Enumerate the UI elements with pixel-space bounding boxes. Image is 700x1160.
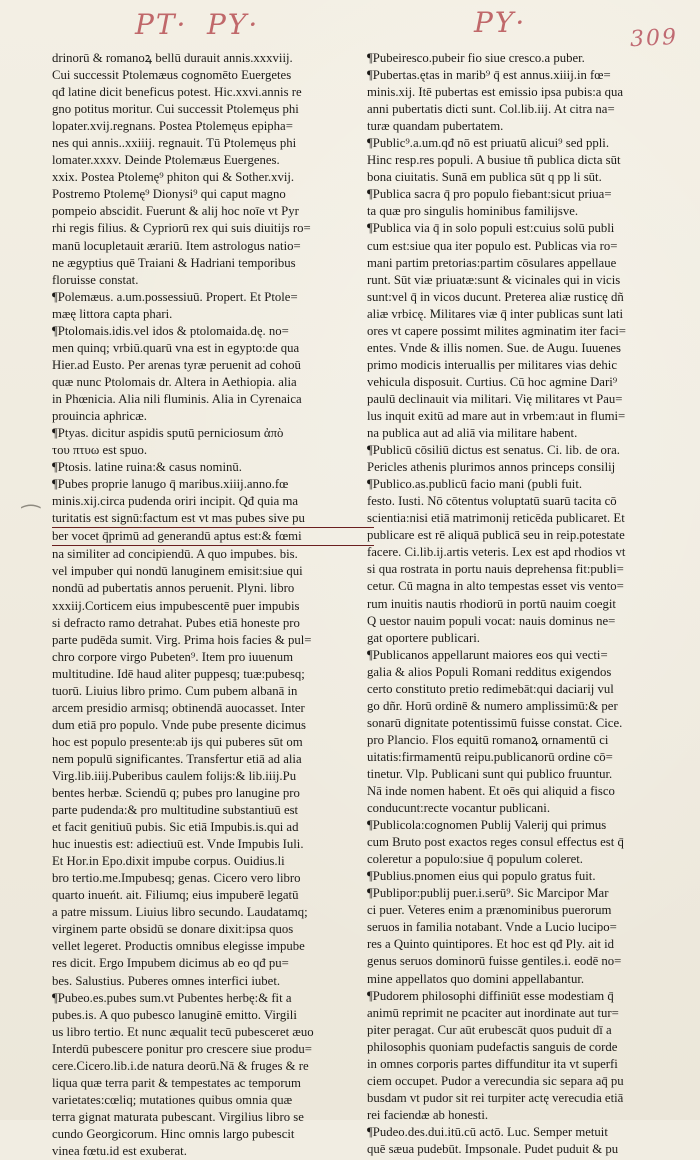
text-line: rei faciendæ ab honesti. [367, 1107, 489, 1122]
text-line: res a Quinto quintipores. Et hoc est qđ Ply. ait id [367, 937, 615, 952]
text-line: Interdū pubescere ponitur pro crescere siue produ= [52, 1041, 312, 1056]
text-line: turitatis est signū:factum est vt mas pubes sive pu [52, 510, 374, 528]
handwritten-header-left-2: PY· [207, 8, 260, 41]
text-line: lopater.xvij.regnans. Postea Ptolemęus epipha= [52, 119, 293, 134]
text-line: ¶Publica sacra q̄ pro populo fiebant:sicut priua= [367, 187, 612, 202]
text-line: certo constituto pretio redimebāt:qui daciarij vul [367, 681, 614, 696]
text-line: vel impuber qui nondū lanuginem emisit:siue qui [52, 564, 303, 579]
text-line: cum est:siue qua iter populo est. Publicas via ro= [367, 238, 618, 253]
text-line: ¶Publico.as.publicū facio mani (publi fuit. [367, 477, 583, 492]
text-line: minis.xij. Itē pubertas est emissio ipsa pubis:a qua [367, 85, 624, 100]
text-line: mani partim pretorias:partim cōsulares appellaue [367, 255, 617, 270]
text-line: animū reprimit ne pcaciter aut inordinate aut tur= [367, 1005, 619, 1020]
text-line: Pericles athenis plurimos annos princeps consilij [367, 460, 616, 475]
text-line: sonarū dignitate potentissimū fuisse constat. Cice. [367, 715, 623, 730]
text-line: lomater.xxxv. Deinde Ptolemæus Euergenes. [52, 153, 280, 168]
text-line: ¶Publicū cōsiliū dictus est senatus. Ci. lib. de ora. [367, 443, 620, 458]
text-line: si defracto ramo detrahat. Pubes etiā honeste pro [52, 615, 300, 630]
text-line: quē sæua pudebūt. Impsonale. Pudet puduit & pu [367, 1142, 619, 1156]
text-line: runt. Sūt viæ priuatæ:sunt & vicinales qui in vicis [367, 272, 621, 287]
text-line: minis.xij.circa pudenda oriri incipit. Qđ quia ma [52, 494, 299, 509]
text-line: Q uestor nauim populi vocat: nauis dominus ne= [367, 613, 616, 628]
text-line: mæę littora capta phari. [52, 306, 173, 321]
text-line: coleretur a populo:siue q̄ populum coleret. [367, 852, 583, 867]
text-line: philosophis quoniam pudefactis sanguis de corde [367, 1039, 618, 1054]
text-line: bro tertio.me.Impubesq; genas. Cicero vero libro [52, 871, 301, 886]
text-line: uitatis:firmamentū reipu.publicanorū ordine cō= [367, 749, 613, 764]
text-line: res dicit. Ergo Impubem dicimus ab eo qđ pu= [52, 956, 289, 971]
text-line: ¶Pubeiresco.pubeir fio siue cresco.a puber. [367, 51, 585, 65]
text-line: Virg.lib.iiij.Puberibus caulem folijs:& lib.iiij.Pu [52, 768, 297, 783]
text-line: facere. Ci.lib.ij.artis veteris. Lex est apd rhodios vt [367, 545, 626, 560]
text-line: men quinq; vrbiū.quarū vna est in egypto:de qua [52, 340, 300, 355]
text-line: cundo Georgicorum. Hinc omnis largo pubescit [52, 1126, 295, 1141]
text-line: turæ quandam pubertatem. [367, 119, 504, 134]
text-line: nes qui annis..xxiiij. regnauit. Tū Ptolemęus phi [52, 136, 297, 151]
text-line: Hier.ad Eusto. Per arenas tyræ peruenit ad cohoū [52, 357, 301, 372]
text-line: ores vt capere possimt milites agminatim iter faci= [367, 323, 626, 338]
text-line: in omnes corporis partes diffunditur ita vt superfi [367, 1056, 618, 1071]
text-line: tuorū. Liuius libro primo. Cum pubem albanā in [52, 683, 298, 698]
text-line: mine appellatos quo domini appellabantur. [367, 971, 585, 986]
text-line: Postremo Ptolemę⁹ Dionysi⁹ qui caput magno [52, 187, 286, 202]
text-line: us libro tertio. Et nunc æqualit tecū pubesceret æuo [52, 1024, 314, 1039]
text-line: pubes.is. A quo pubesco lanuginē emitto. Virgili [52, 1007, 297, 1022]
text-line: ¶Publipor:publij puer.i.serū⁹. Sic Marcipor Mar [367, 886, 609, 901]
text-line: ¶Pubeo.es.pubes sum.vt Pubentes herbę:& fit a [52, 990, 292, 1005]
text-line: gno potitus moritur. Cui successit Ptolemęus phi [52, 102, 299, 117]
text-line: ta quæ pro singulis hominibus familijsve. [367, 204, 579, 219]
text-line: na publica aut ad aliā via militare habent. [367, 426, 578, 441]
text-line: arcem presidio armisq; obtinendā auocasset. Inter [52, 700, 305, 715]
text-line: aliæ vrbicę. Militares viæ q̄ inter publicas sunt lati [367, 306, 624, 321]
left-text-column [52, 50, 374, 1160]
text-line: Nā inde nomen habent. Et oēs qui aliquid a fisco [367, 784, 615, 799]
text-line: ¶Pudorem philosophi diffiniūt esse modestiam q̄ [367, 988, 614, 1003]
text-line: pompeio abscidit. Fuerunt & alij hoc noīe vt Pyr [52, 204, 299, 219]
text-line: ¶Pubertas.ętas in marib⁹ q̄ est annus.xiiij.in fœ= [367, 68, 611, 83]
text-line: liqua quæ terra parit & tempestates ac temporum [52, 1075, 301, 1090]
text-line: cum Bruto post exactos reges consul effectus est q̄ [367, 835, 624, 850]
text-line: huc inuestis est: adiectiuū est. Vnde Impubis Iuli. [52, 837, 304, 852]
text-line: ¶Polemæus. a.um.possessiuū. Propert. Et Ptole= [52, 289, 298, 304]
text-line: prouincia aphricæ. [52, 408, 147, 423]
text-line: ciem occupet. Pudor a verecundia sic separa aq̄ pu [367, 1073, 624, 1088]
text-line: et facit genitiuū pubis. Sic etiā Impubis.is.qui ad [52, 820, 299, 835]
text-line: ci puer. Veteres enim a prænominibus puerorum [367, 903, 612, 918]
text-line: xxxiij.Corticem eius impubescentē puer impubis [52, 598, 300, 613]
text-line: primo modicis interuallis per militares vias dehic [367, 357, 617, 372]
text-line: drinorū & romanoꝝ bellū durauit annis.xxxviij. [52, 51, 293, 65]
text-line: paulū declinauit via militari. Vię militares vt Pau= [367, 391, 623, 406]
handwritten-header-left-1: PT· [135, 8, 188, 41]
text-line: publicare est rē aliquā publicā seu in reip.potestate [367, 528, 625, 543]
text-line: ¶Publicola:cognomen Publij Valerij qui primus [367, 818, 607, 833]
text-line: nem populū significantes. Transfertur etiā ad alia [52, 751, 302, 766]
text-line: cere.Cicero.lib.i.de natura deorū.Nā & fruges & re [52, 1058, 309, 1073]
text-line: vinea fœtu.id est exuberat. [52, 1144, 187, 1158]
text-line: Hinc resp.res populi. A busiue tñ publica dicta sūt [367, 153, 621, 168]
text-line: xxix. Postea Ptolemę⁹ phiton qui & Sother.xvij. [52, 170, 295, 185]
text-line: festo. Iusti. Nō cōtentus voluptatū suarū tacita cō [367, 494, 617, 509]
text-line: chro corpore virgo Pubeten⁹. Item pro iuuenum [52, 649, 294, 664]
text-line: nondū ad pubertatis annos peruenit. Plyni. libro [52, 581, 295, 596]
text-line: ¶Pubes proprie lanugo q̄ maribus.xiiij.anno.fœ [52, 477, 289, 492]
text-line: lus inquit exitū ad mare aut in vrbem:aut in flumi= [367, 408, 626, 423]
text-line: sunt:vel q̄ in vicos ducunt. Preterea aliæ rusticę dñ [367, 289, 624, 304]
text-line: Et Hor.in Epo.dixit impube corpus. Ouidius.li [52, 854, 285, 869]
text-line: rhi regis filius. & Cypriorū rex qui suis diuitijs ro= [52, 221, 311, 236]
text-line: ¶Public⁹.a.um.qđ nō est priuatū alicui⁹ sed ppli. [367, 136, 610, 151]
text-line: qđ latine dicit beneficus potest. Hic.xxvi.annis re [52, 85, 302, 100]
text-line: ¶Publius.pnomen eius qui populo gratus fuit. [367, 869, 596, 884]
text-line: Cui successit Ptolemæus cognomēto Euergetes [52, 68, 292, 83]
text-line: galia & alios Populi Romani redditus exigendos [367, 664, 612, 679]
text-line: piter peragat. Cur aūt erubescāt quos puduit dī a [367, 1022, 612, 1037]
text-line: go dñr. Horū ordinē & numero amplissimū:& per [367, 698, 618, 713]
text-line: ¶Publica via q̄ in solo populi est:cuius solū publi [367, 221, 615, 236]
text-line: si qua rostrata in portu nauis deprehensa fit:publi= [367, 562, 624, 577]
text-line: varietates:cœliq; mutationes quibus omnia quæ [52, 1092, 293, 1107]
handwritten-header-right: PY· [474, 6, 527, 39]
text-line: hoc est populo presente:ab ijs qui puberes sūt om [52, 734, 303, 749]
text-line: parte pudenda:& pro multitudine substantiuū est [52, 803, 299, 818]
right-text-column [367, 50, 687, 1158]
text-line: bona ciuitatis. Sunā em publica sūt q pp li sūt. [367, 170, 602, 185]
text-line: pro Plancio. Flos equitū romanoꝝ ornamentū ci [367, 732, 609, 747]
text-line: manū locupletauit ærariū. Item astrologus natio= [52, 238, 301, 253]
text-line: ¶Ptyas. dicitur aspidis sputū perniciosum ἀπὸ [52, 426, 284, 441]
text-line: floruisse constat. [52, 272, 139, 287]
text-line: busdam vt pudor sit rei turpiter actę verecudia etiā [367, 1090, 624, 1105]
text-line: του πτυω est spuo. [52, 443, 148, 458]
text-line: quæ nunc Ptolomais dr. Altera in Aethiopia. alia [52, 374, 297, 389]
text-line: seruos in familia notabant. Vnde a Lucio lucipo= [367, 920, 617, 935]
text-line: conducunt:recte vocantur publicani. [367, 801, 551, 816]
text-line: scientia:nisi etiā matrimonij reticēda publicaret. Et [367, 511, 625, 526]
text-line: a patre missum. Liuius libro secundo. Laudatamq; [52, 905, 308, 920]
text-line: terra gignat maturata pubescant. Virgilius libro se [52, 1109, 304, 1124]
text-line: ¶Pudeo.des.dui.itū.cū actō. Luc. Semper metuit [367, 1124, 608, 1139]
handwritten-page-number: 309 [629, 24, 679, 53]
text-line: quarto inueńt. ait. Filiumq; eius impuberē legatū [52, 888, 299, 903]
text-line: rum inuitis nautis rhodiorū in portū nauim coegit [367, 596, 616, 611]
text-line: gat oportere publicari. [367, 630, 480, 645]
text-line: entes. Vnde & illis nomen. Sue. de Augu. Iuuenes [367, 340, 622, 355]
text-line: multitudine. Idē haud aliter puppesq; tuæ:pubesq; [52, 666, 305, 681]
text-line: genus seruos dominorū fuisse gentiles.i. eodē no= [367, 954, 622, 969]
text-line: ¶Publicanos appellarunt maiores eos qui vecti= [367, 647, 608, 662]
text-line: in Phœnicia. Alia nili fluminis. Alia in Cyrenaica [52, 391, 302, 406]
text-line: ¶Ptolomais.idis.vel idos & ptolomaida.dę. no= [52, 323, 289, 338]
text-line: vehicula disposuit. Curtius. Cū hoc agmine Dari⁹ [367, 374, 618, 389]
text-line: parte pudēda sumit. Virg. Prima hois facies & pul= [52, 632, 312, 647]
text-line: virginem parte obsidū se donare dixit:ipsa quos [52, 922, 294, 937]
text-line: dum etiā pro populo. Vnde pube presente dicimus [52, 717, 307, 732]
text-line: bes. Salustius. Puberes omnes interfici iubet. [52, 973, 281, 988]
text-line: bentes herbæ. Sciendū q; pubes pro lanugine pro [52, 786, 300, 801]
text-line: ne ægyptius quē Traiani & Hadriani temporibus [52, 255, 296, 270]
text-line: tinetur. Vlp. Publicani sunt qui publico fruuntur. [367, 766, 613, 781]
text-line: na similiter ad concipiendū. A quo impubes. bis. [52, 547, 298, 562]
text-line: ber vocet q̄primū ad generandū aptus est:& fœmi [52, 528, 374, 546]
marginal-mark-icon: ⁀ [22, 505, 40, 530]
text-line: vellet legeret. Productis omnibus elegisse impube [52, 939, 305, 954]
text-line: ¶Ptosis. latine ruina:& casus nominū. [52, 460, 242, 475]
text-line: anni pubertatis dicti sunt. Col.lib.iij. At citra na= [367, 102, 615, 117]
text-line: cetur. Cū magna in alto tempestas esset vis vento= [367, 579, 624, 594]
